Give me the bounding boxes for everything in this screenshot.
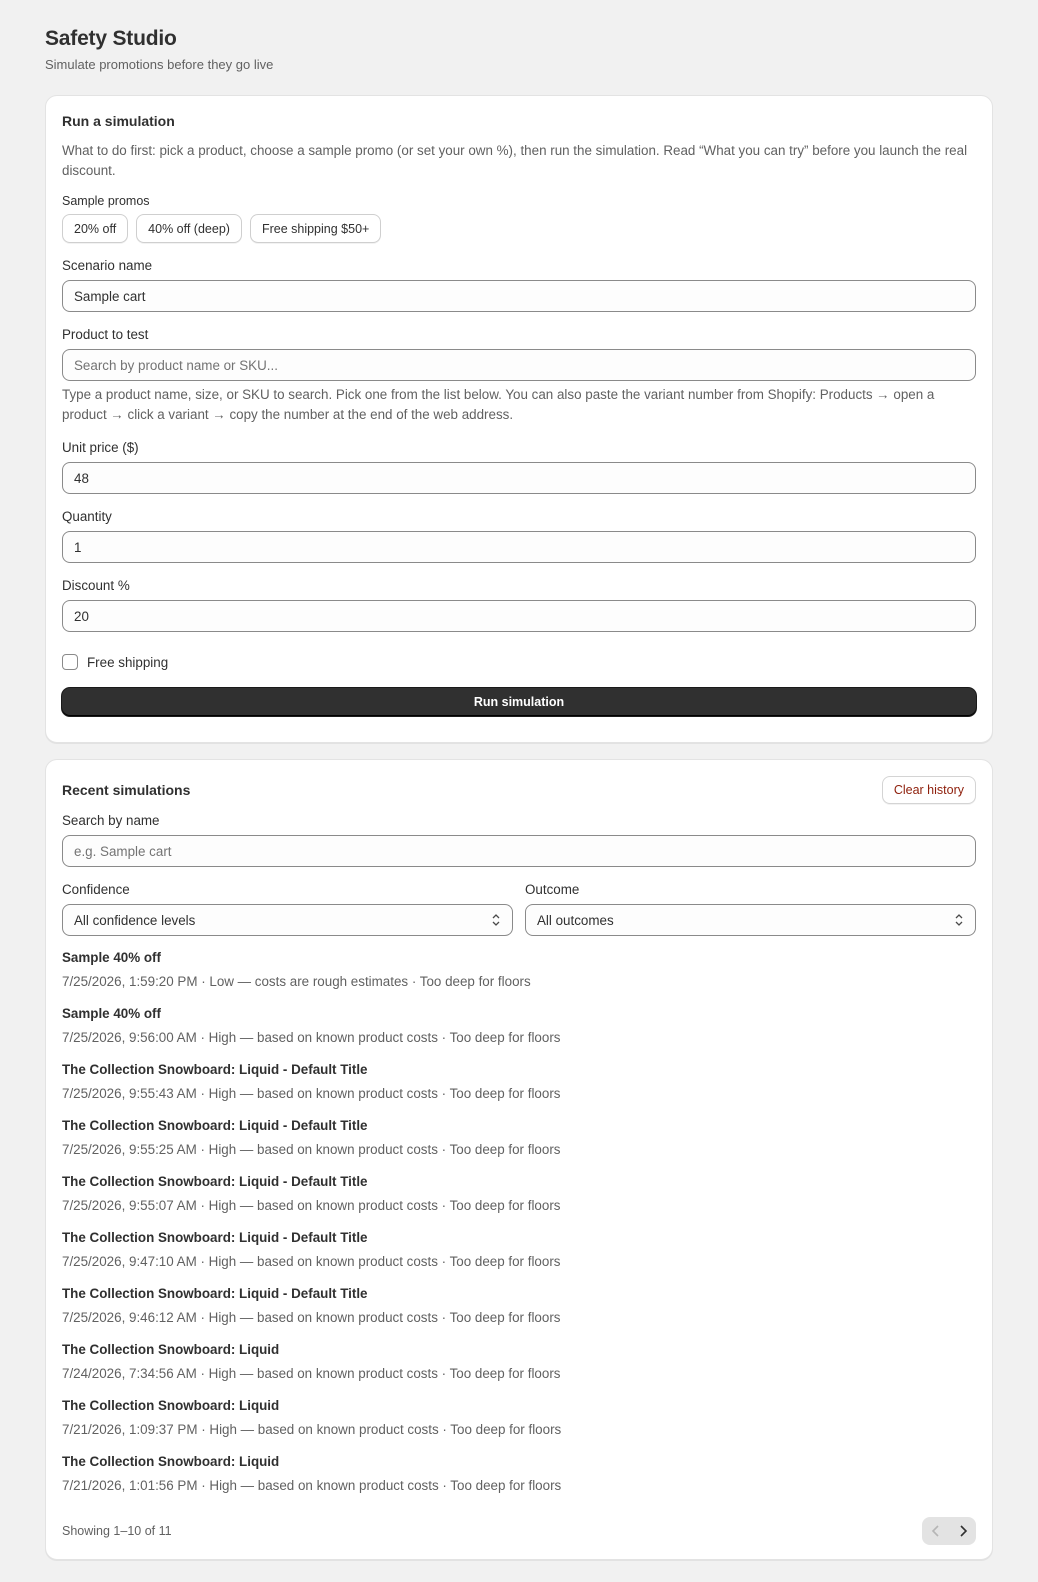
list-item[interactable] <box>62 1170 976 1226</box>
list-item-meta: 7/25/2026, 1:59:20 PM · Low — costs are rough estimates · Too deep for floors <box>62 974 531 989</box>
scenario-name-input[interactable]: Sample cart <box>62 280 976 312</box>
simulation-card-title: Run a simulation <box>62 113 175 129</box>
list-item[interactable] <box>62 1058 976 1114</box>
promo-40-off-button[interactable]: 40% off (deep) <box>136 214 242 243</box>
outcome-select[interactable] <box>525 904 976 936</box>
chevron-right-icon[interactable] <box>949 1517 976 1545</box>
recent-simulations-card <box>45 759 993 1560</box>
list-item-title: The Collection Snowboard: Liquid - Default Title <box>62 1118 368 1133</box>
list-item[interactable] <box>62 1394 976 1450</box>
confidence-label: Confidence <box>62 882 130 897</box>
confidence-value: All confidence levels <box>74 912 196 928</box>
recent-title: Recent simulations <box>62 782 191 798</box>
list-item-meta: 7/25/2026, 9:55:43 AM · High — based on known product costs · Too deep for floors <box>62 1086 561 1101</box>
page-subtitle: Simulate promotions before they go live <box>45 57 274 72</box>
pager <box>922 1517 976 1545</box>
list-item-meta: 7/24/2026, 7:34:56 AM · High — based on known product costs · Too deep for floors <box>62 1366 561 1381</box>
select-caret-icon <box>954 913 964 927</box>
select-caret-icon <box>491 913 501 927</box>
list-item-title: The Collection Snowboard: Liquid <box>62 1454 280 1469</box>
quantity-field <box>62 508 976 563</box>
quantity-label: Quantity <box>62 509 112 524</box>
product-field <box>62 326 976 425</box>
list-item[interactable] <box>62 946 976 1002</box>
list-item-meta: 7/21/2026, 1:09:37 PM · High — based on known product costs · Too deep for floors <box>62 1422 562 1437</box>
list-item-title: Sample 40% off <box>62 1006 161 1021</box>
list-item-meta: 7/21/2026, 1:01:56 PM · High — based on known product costs · Too deep for floors <box>62 1478 562 1493</box>
pagination-status: Showing 1–10 of 11 <box>62 1524 172 1538</box>
outcome-value: All outcomes <box>537 912 614 928</box>
list-item-meta: 7/25/2026, 9:55:25 AM · High — based on known product costs · Too deep for floors <box>62 1142 561 1157</box>
run-simulation-button[interactable]: Run simulation <box>62 688 976 716</box>
confidence-select[interactable] <box>62 904 513 936</box>
promo-20-off-button[interactable]: 20% off <box>62 214 128 243</box>
list-item-title: The Collection Snowboard: Liquid - Default Title <box>62 1286 368 1301</box>
list-item-title: The Collection Snowboard: Liquid <box>62 1398 280 1413</box>
free-shipping-row <box>62 652 976 672</box>
discount-label: Discount % <box>62 578 130 593</box>
list-item-title: The Collection Snowboard: Liquid - Default Title <box>62 1230 368 1245</box>
promo-free-shipping-button[interactable]: Free shipping $50+ <box>250 214 381 243</box>
outcome-field <box>525 881 976 936</box>
page-title: Safety Studio <box>45 27 177 50</box>
product-help-text: Type a product name, size, or SKU to search. Pick one from the list below. You can also paste the variant number from Shopify: Products → open a product → click a variant → copy the number at the end of the web address. <box>62 387 935 422</box>
list-item[interactable] <box>62 1338 976 1394</box>
list-item-meta: 7/25/2026, 9:46:12 AM · High — based on known product costs · Too deep for floors <box>62 1310 561 1325</box>
list-item-meta: 7/25/2026, 9:47:10 AM · High — based on known product costs · Too deep for floors <box>62 1254 561 1269</box>
list-item-title: The Collection Snowboard: Liquid <box>62 1342 280 1357</box>
sample-promos <box>62 214 976 243</box>
clear-history-button[interactable]: Clear history <box>882 776 976 804</box>
search-name-label: Search by name <box>62 813 160 828</box>
recent-header <box>62 776 976 804</box>
list-item-title: Sample 40% off <box>62 950 161 965</box>
quantity-input[interactable]: 1 <box>62 531 976 563</box>
list-item[interactable] <box>62 1282 976 1338</box>
product-label: Product to test <box>62 327 149 342</box>
list-item[interactable] <box>62 1114 976 1170</box>
outcome-label: Outcome <box>525 882 580 897</box>
list-item-meta: 7/25/2026, 9:56:00 AM · High — based on known product costs · Too deep for floors <box>62 1030 561 1045</box>
list-item-meta: 7/25/2026, 9:55:07 AM · High — based on known product costs · Too deep for floors <box>62 1198 561 1213</box>
search-name-field <box>62 812 976 867</box>
chevron-left-icon[interactable] <box>922 1517 949 1545</box>
simulation-card <box>45 95 993 743</box>
free-shipping-label: Free shipping <box>87 654 169 670</box>
search-name-input[interactable]: e.g. Sample cart <box>62 835 976 867</box>
unit-price-input[interactable]: 48 <box>62 462 976 494</box>
unit-price-label: Unit price ($) <box>62 440 139 455</box>
scenario-name-field <box>62 257 976 312</box>
page-header <box>45 0 993 95</box>
product-search-input[interactable]: Search by product name or SKU... <box>62 349 976 381</box>
simulation-intro: What to do first: pick a product, choose a sample promo (or set your own %), then run the simulation. Read “What you can try” before you launch the real discount. <box>62 143 968 178</box>
sample-promos-label: Sample promos <box>62 194 150 208</box>
unit-price-field <box>62 439 976 494</box>
list-item-title: The Collection Snowboard: Liquid - Default Title <box>62 1174 368 1189</box>
discount-field <box>62 577 976 632</box>
pagination <box>62 1517 976 1545</box>
list-item[interactable] <box>62 1002 976 1058</box>
simulation-list <box>62 946 976 1506</box>
list-item-title: The Collection Snowboard: Liquid - Default Title <box>62 1062 368 1077</box>
scenario-name-label: Scenario name <box>62 258 153 273</box>
filters <box>62 881 976 936</box>
discount-input[interactable]: 20 <box>62 600 976 632</box>
list-item[interactable] <box>62 1450 976 1506</box>
confidence-field <box>62 881 513 936</box>
list-item[interactable] <box>62 1226 976 1282</box>
free-shipping-checkbox[interactable] <box>62 654 78 670</box>
